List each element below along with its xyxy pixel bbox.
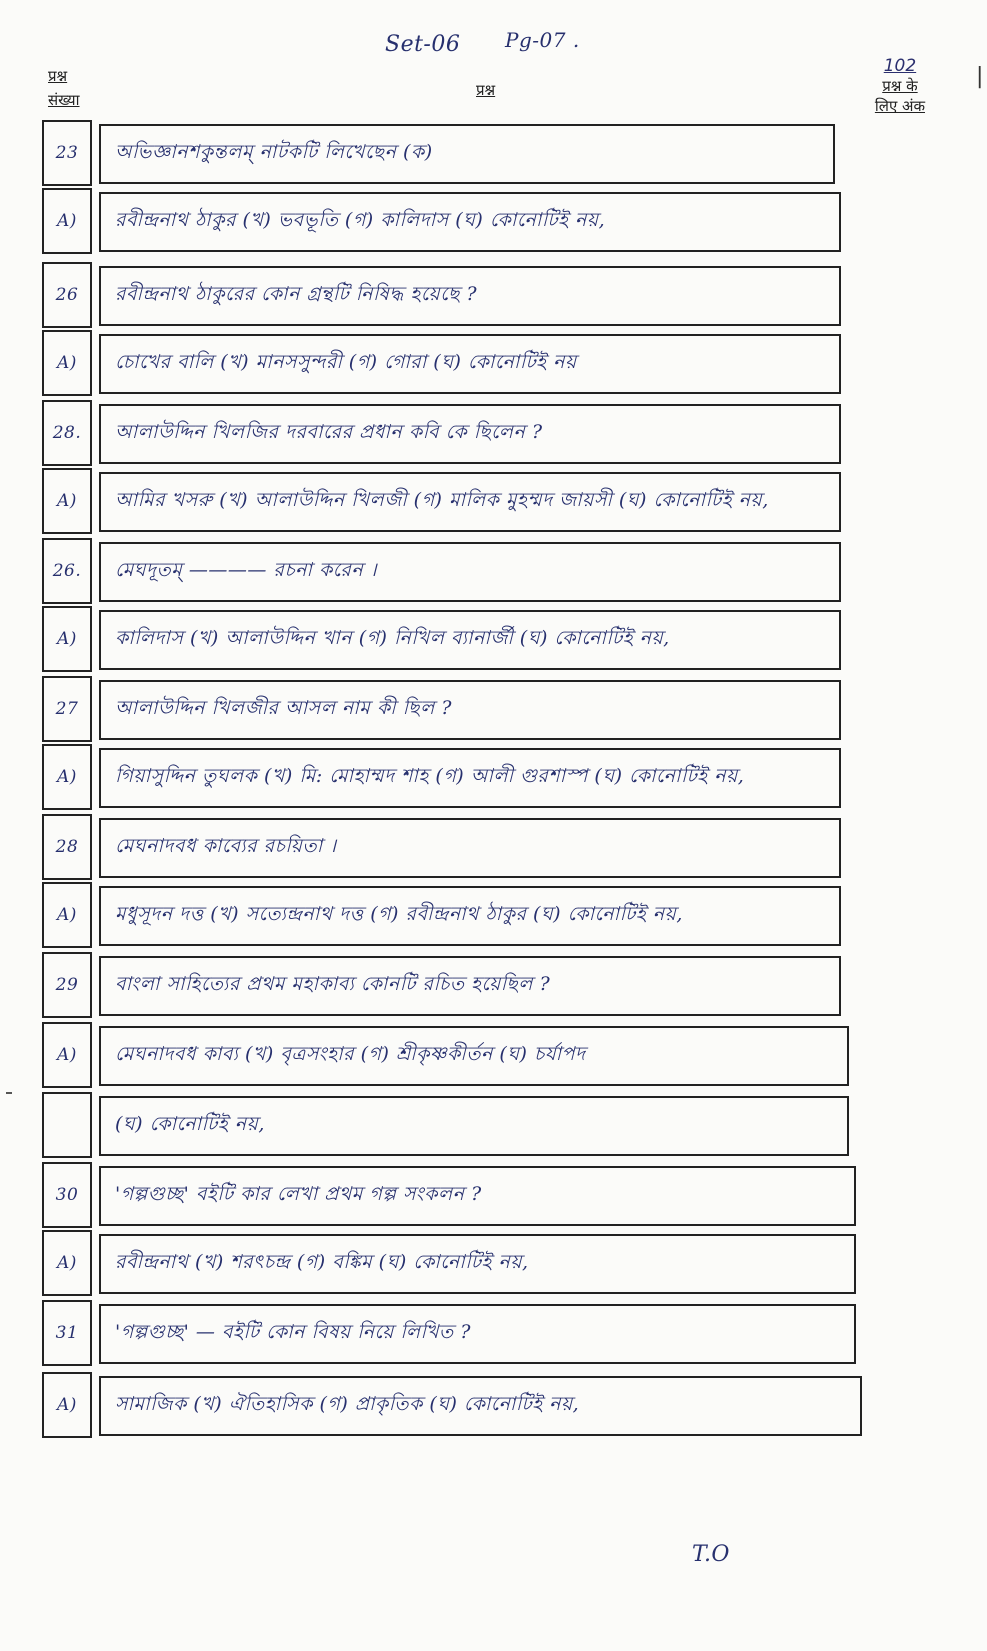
column-header-marks — [875, 56, 925, 116]
column-header-marks-line2: लिए अंक — [874, 97, 925, 115]
question-number-cell: 28 — [42, 814, 92, 880]
question-text-cell: মেঘদূতম্‌ ———— রচনা করেন । — [99, 542, 841, 602]
question-number-cell: 23 — [42, 120, 92, 186]
question-text-cell: বাংলা সাহিত্যের প্রথম মহাকাব্য কোনটি রচিত হয়েছিল ? — [99, 956, 841, 1016]
question-text-cell: আলাউদ্দিন খিলজির দরবারের প্রধান কবি কে ছিলেন ? — [99, 404, 841, 464]
question-text-cell: রবীন্দ্রনাথ ঠাকুরের কোন গ্রন্থটি নিষিদ্ধ হয়েছে ? — [99, 266, 841, 326]
question-text-cell: রবীন্দ্রনাথ ঠাকুর (খ) ভবভূতি (গ) কালিদাস (ঘ) কোনোটিই নয়, — [99, 192, 841, 252]
column-header-number-line1: प्रश्न — [48, 67, 68, 85]
question-text-cell: আলাউদ্দিন খিলজীর আসল নাম কী ছিল ? — [99, 680, 841, 740]
question-text-cell: কালিদাস (খ) আলাউদ্দিন খান (গ) নিখিল ব্যানার্জী (ঘ) কোনোটিই নয়, — [99, 610, 841, 670]
column-header-number-line2: संख्या — [48, 91, 80, 109]
question-text-cell: গিয়াসুদ্দিন তুঘলক (খ) মি: মোহাম্মদ শাহ (গ) আলী গুরশাস্প (ঘ) কোনোটিই নয়, — [99, 748, 841, 808]
question-number-cell — [42, 1092, 92, 1158]
question-number-cell: 30 — [42, 1162, 92, 1228]
question-text-cell: আমির খসরু (খ) আলাউদ্দিন খিলজী (গ) মালিক মুহম্মদ জায়সী (ঘ) কোনোটিই নয়, — [99, 472, 841, 532]
question-number-cell: A) — [42, 188, 92, 254]
column-header-number — [48, 64, 80, 112]
question-number-cell: A) — [42, 1372, 92, 1438]
question-text-cell: রবীন্দ্রনাথ (খ) শরৎচন্দ্র (গ) বঙ্কিম (ঘ) কোনোটিই নয়, — [99, 1234, 856, 1294]
page-label: Pg-07 . — [505, 28, 580, 52]
column-header-question: प्रश्न — [476, 81, 496, 99]
question-text-cell: চোখের বালি (খ) মানসসুন্দরী (গ) গোরা (ঘ) কোনোটিই নয় — [99, 334, 841, 394]
marks-number: 102 — [883, 56, 917, 76]
question-number-cell: 29 — [42, 952, 92, 1018]
margin-tick: | — [976, 64, 984, 89]
question-text-cell: মেঘনাদবধ কাব্যের রচয়িতা । — [99, 818, 841, 878]
question-text-cell: (ঘ) কোনোটিই নয়, — [99, 1096, 849, 1156]
question-number-cell: A) — [42, 330, 92, 396]
question-text-cell: মধুসূদন দত্ত (খ) সত্যেন্দ্রনাথ দত্ত (গ) রবীন্দ্রনাথ ঠাকুর (ঘ) কোনোটিই নয়, — [99, 886, 841, 946]
question-number-cell: A) — [42, 468, 92, 534]
question-number-cell: A) — [42, 882, 92, 948]
turn-over-label: T.O — [692, 1542, 730, 1567]
question-text-cell: 'গল্পগুচ্ছ' — বইটি কোন বিষয় নিয়ে লিখিত ? — [99, 1304, 856, 1364]
question-number-cell: 31 — [42, 1300, 92, 1366]
question-text-cell: 'গল্পগুচ্ছ' বইটি কার লেখা প্রথম গল্প সংকলন ? — [99, 1166, 856, 1226]
question-text-cell: অভিজ্ঞানশকুন্তলম্‌ নাটকটি লিখেছেন (ক) — [99, 124, 835, 184]
question-number-cell: A) — [42, 744, 92, 810]
question-text-cell: মেঘনাদবধ কাব্য (খ) বৃত্রসংহার (গ) শ্রীকৃষ্ণকীর্তন (ঘ) চর্যাপদ — [99, 1026, 849, 1086]
question-number-cell: A) — [42, 1230, 92, 1296]
set-label: Set-06 — [385, 32, 461, 57]
question-text-cell: সামাজিক (খ) ঐতিহাসিক (গ) প্রাকৃতিক (ঘ) কোনোটিই নয়, — [99, 1376, 862, 1436]
question-number-cell: 26 — [42, 262, 92, 328]
question-number-cell: 26. — [42, 538, 92, 604]
question-number-cell: 28. — [42, 400, 92, 466]
column-header-marks-line1: प्रश्न के — [882, 77, 918, 95]
question-number-cell: 27 — [42, 676, 92, 742]
margin-mark — [6, 1092, 12, 1094]
question-number-cell: A) — [42, 1022, 92, 1088]
question-number-cell: A) — [42, 606, 92, 672]
